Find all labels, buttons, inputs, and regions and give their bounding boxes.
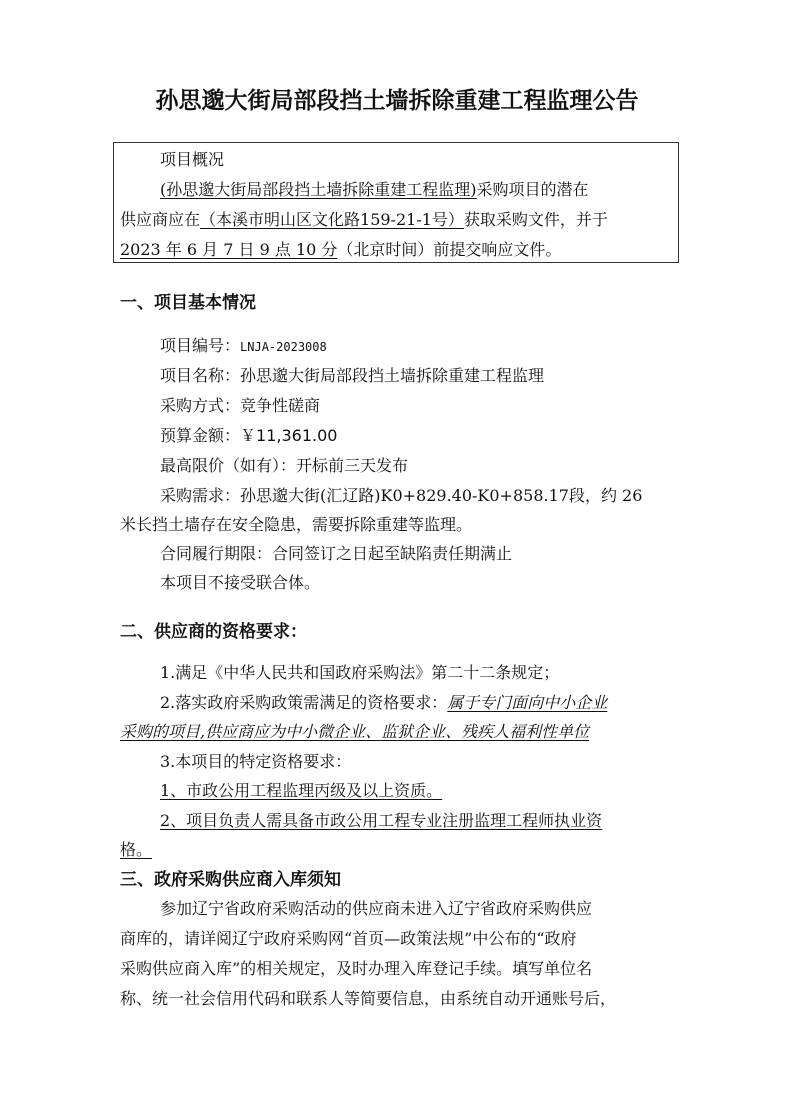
section3-paragraph-line4: 称、统一社会信用代码和联系人等简要信息，由系统自动开通账号后， xyxy=(120,989,617,1008)
requirement-2-label: 2.落实政府采购政策需满足的资格要求： xyxy=(160,693,448,712)
overview-deadline: 2023 年 6 月 7 日 9 点 10 分 xyxy=(120,240,338,259)
page-title: 孙思邈大街局部段挡土墙拆除重建工程监理公告 xyxy=(155,88,639,114)
section3-heading: 三、政府采购供应商入库须知 xyxy=(120,870,341,890)
requirement-2-policy-a: 属于专门面向中小企业 xyxy=(447,693,608,712)
requirement-3: 3.本项目的特定资格要求： xyxy=(160,752,352,771)
demand-line2: 米长挡土墙存在安全隐患，需要拆除重建等监理。 xyxy=(120,515,473,534)
section3-paragraph-line1: 参加辽宁省政府采购活动的供应商未进入辽宁省政府采购供应 xyxy=(160,899,593,918)
section2-heading: 二、供应商的资格要求： xyxy=(120,622,307,642)
project-code xyxy=(160,333,327,356)
section1-heading: 一、项目基本情况 xyxy=(120,293,256,313)
contract-period: 合同履行期限：合同签订之日起至缺陷责任期满止 xyxy=(160,544,513,563)
procurement-method: 采购方式：竞争性磋商 xyxy=(160,396,321,415)
budget-label: 预算金额： xyxy=(160,426,241,445)
requirement-1: 1.满足《中华人民共和国政府采购法》第二十二条规定； xyxy=(160,663,560,682)
budget xyxy=(160,423,337,446)
project-code-value: LNJA-2023008 xyxy=(240,340,327,354)
overview-location: （本溪市明山区文化路159-21-1号） xyxy=(200,210,464,229)
project-name: 项目名称：孙思邈大街局部段挡土墙拆除重建工程监理 xyxy=(160,366,545,385)
project-code-label: 项目编号： xyxy=(160,336,241,355)
requirement-2 xyxy=(160,690,607,713)
max-price: 最高限价（如有）：开标前三天发布 xyxy=(160,456,409,475)
overview-heading: 项目概况 xyxy=(160,150,225,169)
overview-box xyxy=(113,142,679,263)
requirement-2-policy-b: 采购的项目,供应商应为中小微企业、监狱企业、残疾人福利性单位 xyxy=(120,722,590,741)
overview-line3-suffix: （北京时间）前提交响应文件。 xyxy=(337,240,562,259)
demand-line1: 采购需求：孙思邈大街(汇辽路)K0+829.40-K0+858.17段，约 26 xyxy=(160,486,643,505)
specific-requirement-2-cont: 格。 xyxy=(120,840,153,859)
section3-paragraph-line3: 采购供应商入库”的相关规定，及时办理入库登记手续。填写单位名 xyxy=(120,959,593,978)
specific-requirement-2: 2、项目负责人需具备市政公用工程专业注册监理工程师执业资 xyxy=(160,811,603,830)
specific-requirement-1: 1、市政公用工程监理丙级及以上资质。 xyxy=(160,781,443,800)
consortium-note: 本项目不接受联合体。 xyxy=(160,573,321,592)
overview-line1-suffix: 采购项目的潜在 xyxy=(476,180,589,199)
section3-paragraph-line2: 商库的，请详阅辽宁政府采购网“首页—政策法规”中公布的“政府 xyxy=(120,929,577,948)
overview-line2-suffix: 获取采购文件，并于 xyxy=(463,210,608,229)
overview-line2-prefix: 供应商应在 xyxy=(120,210,201,229)
overview-project-name: (孙思邈大街局部段挡土墙拆除重建工程监理) xyxy=(160,180,477,199)
budget-value: ￥11,361.00 xyxy=(240,426,338,445)
